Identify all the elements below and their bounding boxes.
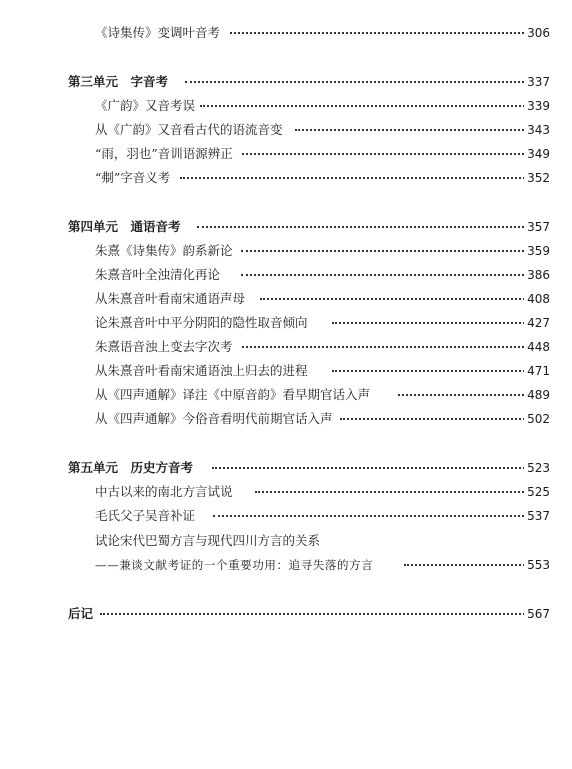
toc-entry-title: 从《广韵》又音看古代的语流音变 xyxy=(95,120,289,140)
toc-entry-title: “雨，羽也”音训语源辨正 xyxy=(95,144,239,164)
dot-leader xyxy=(200,105,532,107)
toc-entry[interactable] xyxy=(0,289,572,309)
toc-entry-page: 448 xyxy=(524,337,550,357)
toc-entry-title: 毛氏父子吴音补证 xyxy=(95,506,201,526)
toc-entry-title: 《广韵》又音考误 xyxy=(95,96,201,116)
toc-entry-title: 中古以来的南北方言试说 xyxy=(95,482,239,502)
dot-leader xyxy=(260,298,532,300)
toc-entry[interactable] xyxy=(0,120,572,140)
dot-leader xyxy=(241,274,532,276)
toc-entry[interactable] xyxy=(0,482,572,502)
dot-leader xyxy=(241,250,532,252)
toc-entry-page: 502 xyxy=(524,409,550,429)
unit-page: 523 xyxy=(524,458,550,478)
toc-unit-heading[interactable] xyxy=(0,604,572,624)
toc-entry-title: 朱熹音叶全浊清化再论 xyxy=(95,265,226,285)
toc-entry-page: 306 xyxy=(524,23,550,43)
toc-entry[interactable] xyxy=(0,96,572,116)
toc-entry-title: 从朱熹音叶看南宋通语浊上归去的进程 xyxy=(95,361,314,381)
toc-entry-title: 从《四声通解》译注《中原音韵》看早期官话入声 xyxy=(95,385,376,405)
toc-entry-title: 朱熹《诗集传》韵系新论 xyxy=(95,241,239,261)
toc-entry-page: 427 xyxy=(524,313,550,333)
toc-unit-heading[interactable] xyxy=(0,217,572,237)
dot-leader xyxy=(332,370,532,372)
toc-entry-title: 试论宋代巴蜀方言与现代四川方言的关系 xyxy=(95,531,326,551)
toc-entry-page: 352 xyxy=(524,168,550,188)
toc-entry-page: 537 xyxy=(524,506,550,526)
toc-entry-page: 343 xyxy=(524,120,550,140)
toc-entry-title: 论朱熹音叶中平分阴阳的隐性取音倾向 xyxy=(95,313,314,333)
toc-entry[interactable] xyxy=(0,23,572,43)
unit-title: 第四单元 通语音考 xyxy=(68,217,187,237)
unit-page: 357 xyxy=(524,217,550,237)
toc-entry[interactable] xyxy=(0,241,572,261)
dot-leader xyxy=(212,467,532,469)
dot-leader xyxy=(242,346,532,348)
toc-entry[interactable] xyxy=(0,313,572,333)
dot-leader xyxy=(398,394,532,396)
toc-entry[interactable] xyxy=(0,531,572,551)
toc-entry[interactable] xyxy=(0,385,572,405)
afterword-page: 567 xyxy=(524,604,550,624)
toc-entry-subtitle-text: ——兼谈文献考证的一个重要功用：追寻失落的方言 xyxy=(95,555,379,575)
toc-entry-page: 349 xyxy=(524,144,550,164)
toc-entry[interactable] xyxy=(0,506,572,526)
toc-entry-page: 359 xyxy=(524,241,550,261)
toc-entry[interactable] xyxy=(0,361,572,381)
toc-entry-title: 从《四声通解》今俗音看明代前期官话入声 xyxy=(95,409,339,429)
toc-entry[interactable] xyxy=(0,337,572,357)
toc-entry-page: 339 xyxy=(524,96,550,116)
toc-entry-page: 408 xyxy=(524,289,550,309)
toc-unit-heading[interactable] xyxy=(0,72,572,92)
dot-leader xyxy=(255,491,532,493)
toc-entry[interactable] xyxy=(0,144,572,164)
toc-entry-page: 489 xyxy=(524,385,550,405)
dot-leader xyxy=(213,515,532,517)
toc-entry[interactable] xyxy=(0,168,572,188)
toc-entry-subtitle[interactable] xyxy=(0,555,572,575)
toc-entry[interactable] xyxy=(0,265,572,285)
toc-entry-page: 525 xyxy=(524,482,550,502)
dot-leader xyxy=(180,177,532,179)
toc-entry-title: 从朱熹音叶看南宋通语声母 xyxy=(95,289,251,309)
toc-entry-page: 471 xyxy=(524,361,550,381)
unit-page: 337 xyxy=(524,72,550,92)
toc-entry-title: “刜”字音义考 xyxy=(95,168,176,188)
dot-leader xyxy=(340,418,532,420)
toc-entry[interactable] xyxy=(0,409,572,429)
dot-leader xyxy=(332,322,532,324)
toc-entry-page: 386 xyxy=(524,265,550,285)
unit-title: 第三单元 字音考 xyxy=(68,72,174,92)
afterword-title: 后记 xyxy=(68,604,99,624)
unit-title: 第五单元 历史方音考 xyxy=(68,458,199,478)
toc-entry-title: 《诗集传》变调叶音考 xyxy=(95,23,226,43)
dot-leader xyxy=(404,564,532,566)
dot-leader xyxy=(295,129,532,131)
dot-leader xyxy=(100,613,532,615)
toc-entry-title: 朱熹语音浊上变去字次考 xyxy=(95,337,239,357)
toc-unit-heading[interactable] xyxy=(0,458,572,478)
toc-entry-page: 553 xyxy=(524,555,550,575)
dot-leader xyxy=(185,81,532,83)
dot-leader xyxy=(242,153,532,155)
dot-leader xyxy=(197,226,532,228)
dot-leader xyxy=(230,32,532,34)
